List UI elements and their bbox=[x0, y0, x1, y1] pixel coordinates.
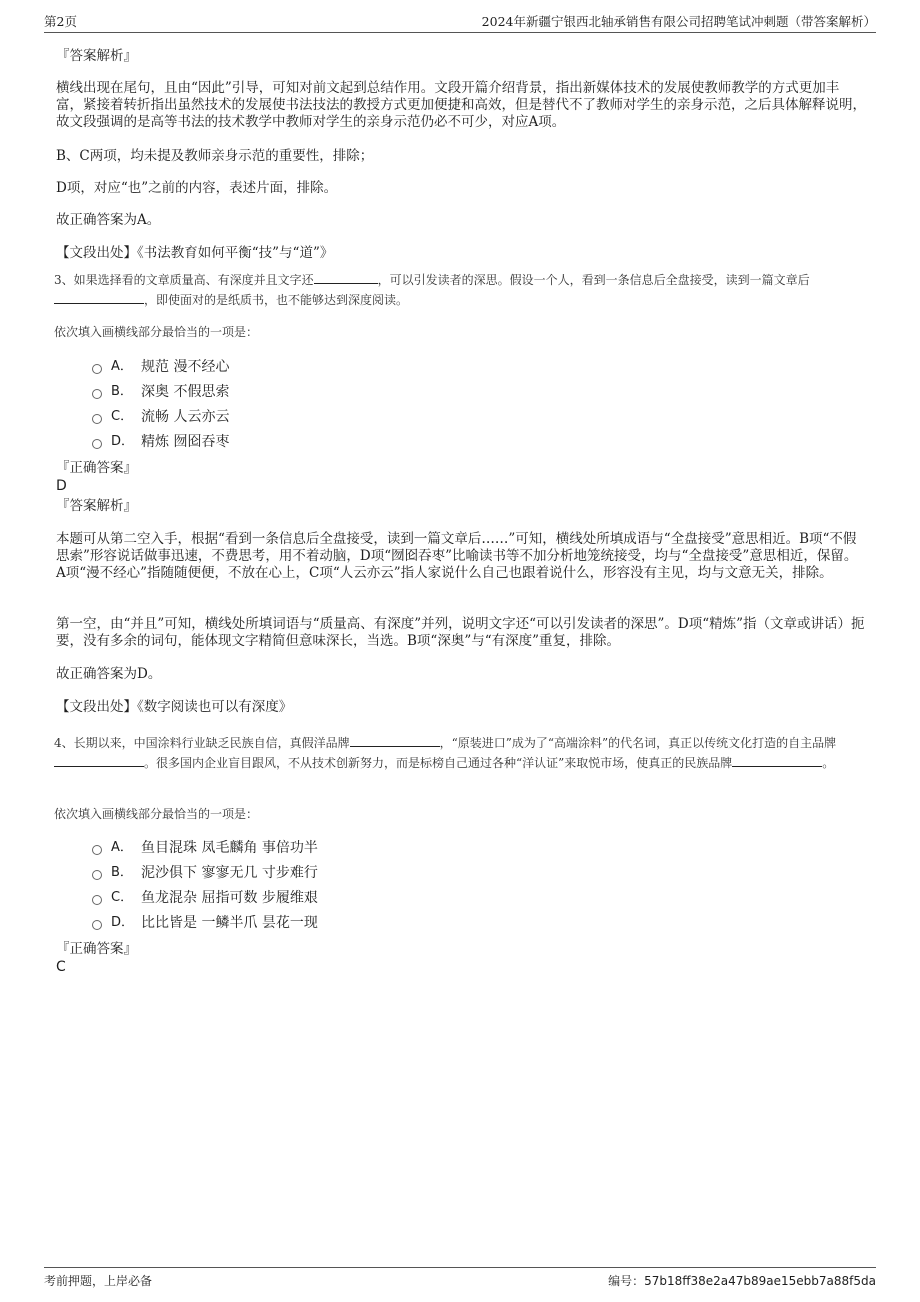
q3-instruction: 依次填入画横线部分最恰当的一项是： bbox=[54, 325, 259, 339]
q4-option-b[interactable]: B． 泥沙俱下 寥寥无几 寸步难行 bbox=[92, 864, 318, 882]
q3-answer-title: 『正确答案』 bbox=[56, 460, 137, 476]
q4-option-a[interactable]: A． 鱼目混珠 凤毛麟角 事倍功半 bbox=[92, 839, 318, 857]
q3-analysis-paragraph-3: 故正确答案为D。 bbox=[56, 666, 162, 682]
q4-option-c[interactable]: C． 鱼龙混杂 屈指可数 步履维艰 bbox=[92, 889, 318, 907]
q3-source: 【文段出处】《数字阅读也可以有深度》 bbox=[56, 699, 293, 715]
q2-analysis-paragraph-1: 横线出现在尾句，且由“因此”引导，可知对前文起到总结作用。文段开篇介绍背景，指出新媒体技术的发展使教师教学的方式更加丰富，紧接着转折指出虽然技术的发展使书法技法的教授方式更加便捷和高效，但是替代不了教师对学生的亲身示范，之后具体解释说明，故文段强调的是高等书法的技术教学中教师对学生的亲身示范仍必不可少，对应A项。 bbox=[56, 80, 866, 130]
footer-slogan: 考前押题，上岸必备 bbox=[44, 1274, 153, 1288]
q2-analysis-paragraph-4: 故正确答案为A。 bbox=[56, 212, 161, 228]
q3-answer: D bbox=[56, 478, 67, 494]
q2-source: 【文段出处】《书法教育如何平衡“技”与“道”》 bbox=[56, 245, 334, 261]
radio-icon[interactable] bbox=[92, 414, 102, 424]
q2-analysis-paragraph-3: D项，对应“也”之前的内容，表述片面，排除。 bbox=[56, 180, 338, 196]
q4-answer-title: 『正确答案』 bbox=[56, 941, 137, 957]
radio-icon[interactable] bbox=[92, 870, 102, 880]
q4-blank-2 bbox=[54, 754, 144, 767]
radio-icon[interactable] bbox=[92, 920, 102, 930]
q3-blank-1 bbox=[314, 271, 378, 284]
q3-analysis-title: 『答案解析』 bbox=[56, 498, 137, 514]
page-footer bbox=[44, 1267, 876, 1290]
q3-analysis-paragraph-2: 第一空，由“并且”可知，横线处所填词语与“质量高、有深度”并列，说明文字还“可以引发读者的深思”。D项“精炼”指（文章或讲话）扼要，没有多余的词句，能体现文字精简但意味深长，当选。B项“深奥”与“有深度”重复，排除。 bbox=[56, 616, 865, 649]
radio-icon[interactable] bbox=[92, 389, 102, 399]
q4-answer: C bbox=[56, 959, 66, 975]
q3-stem: 3、如果选择看的文章质量高、有深度并且文字还 ，可以引发读者的深思。假设一个人，看到一条信息后全盘接受，读到一篇文章后，即使面对的是纸质书，也不能够达到深度阅读。 bbox=[54, 273, 810, 307]
radio-icon[interactable] bbox=[92, 439, 102, 449]
page-number: 第2页 bbox=[44, 14, 77, 29]
q2-analysis-title: 『答案解析』 bbox=[56, 48, 137, 64]
q3-option-c[interactable]: C． 流畅 人云亦云 bbox=[92, 408, 229, 426]
q3-option-d[interactable]: D． 精炼 囫囵吞枣 bbox=[92, 433, 229, 451]
document-id: 编号：57b18ff38e2a47b89ae15ebb7a88f5da bbox=[608, 1274, 876, 1288]
q2-analysis-paragraph-2: B、C两项，均未提及教师亲身示范的重要性，排除； bbox=[56, 148, 374, 164]
radio-icon[interactable] bbox=[92, 895, 102, 905]
q4-option-d[interactable]: D． 比比皆是 一鳞半爪 昙花一现 bbox=[92, 914, 318, 932]
q4-blank-3 bbox=[732, 754, 822, 767]
radio-icon[interactable] bbox=[92, 845, 102, 855]
q4-blank-1 bbox=[350, 734, 440, 747]
q3-option-b[interactable]: B． 深奥 不假思索 bbox=[92, 383, 229, 401]
q4-instruction: 依次填入画横线部分最恰当的一项是： bbox=[54, 807, 259, 821]
q3-analysis-paragraph-1: 本题可从第二空入手，根据“看到一条信息后全盘接受，读到一篇文章后……”可知，横线处所填成语与“全盘接受”意思相近。B项“不假思索”形容说话做事迅速，不费思考，用不着动脑，D项“囫囵吞枣”比喻读书等不加分析地笼统接受，均与“全盘接受”意思相近，保留。A项“漫不经心”指随随便便，不放在心上，C项“人云亦云”指人家说什么自己也跟着说什么，形容没有主见，均与文意无关，排除。 bbox=[56, 531, 858, 581]
q3-option-a[interactable]: A． 规范 漫不经心 bbox=[92, 358, 229, 376]
radio-icon[interactable] bbox=[92, 364, 102, 374]
document-title: 2024年新疆宁银西北轴承销售有限公司招聘笔试冲刺题（带答案解析） bbox=[481, 14, 876, 29]
page-header bbox=[44, 12, 876, 33]
q3-blank-2 bbox=[54, 291, 144, 304]
q4-stem: 4、长期以来，中国涂料行业缺乏民族自信，真假洋品牌 ，“原装进口”成为了“高端涂料”的代名词，真正以传统文化打造的自主品牌。很多国内企业盲目跟风，不从技术创新努力，而是标榜自己通过各种“洋认证”来取悦市场，使真正的民族品牌 。 bbox=[54, 736, 837, 770]
